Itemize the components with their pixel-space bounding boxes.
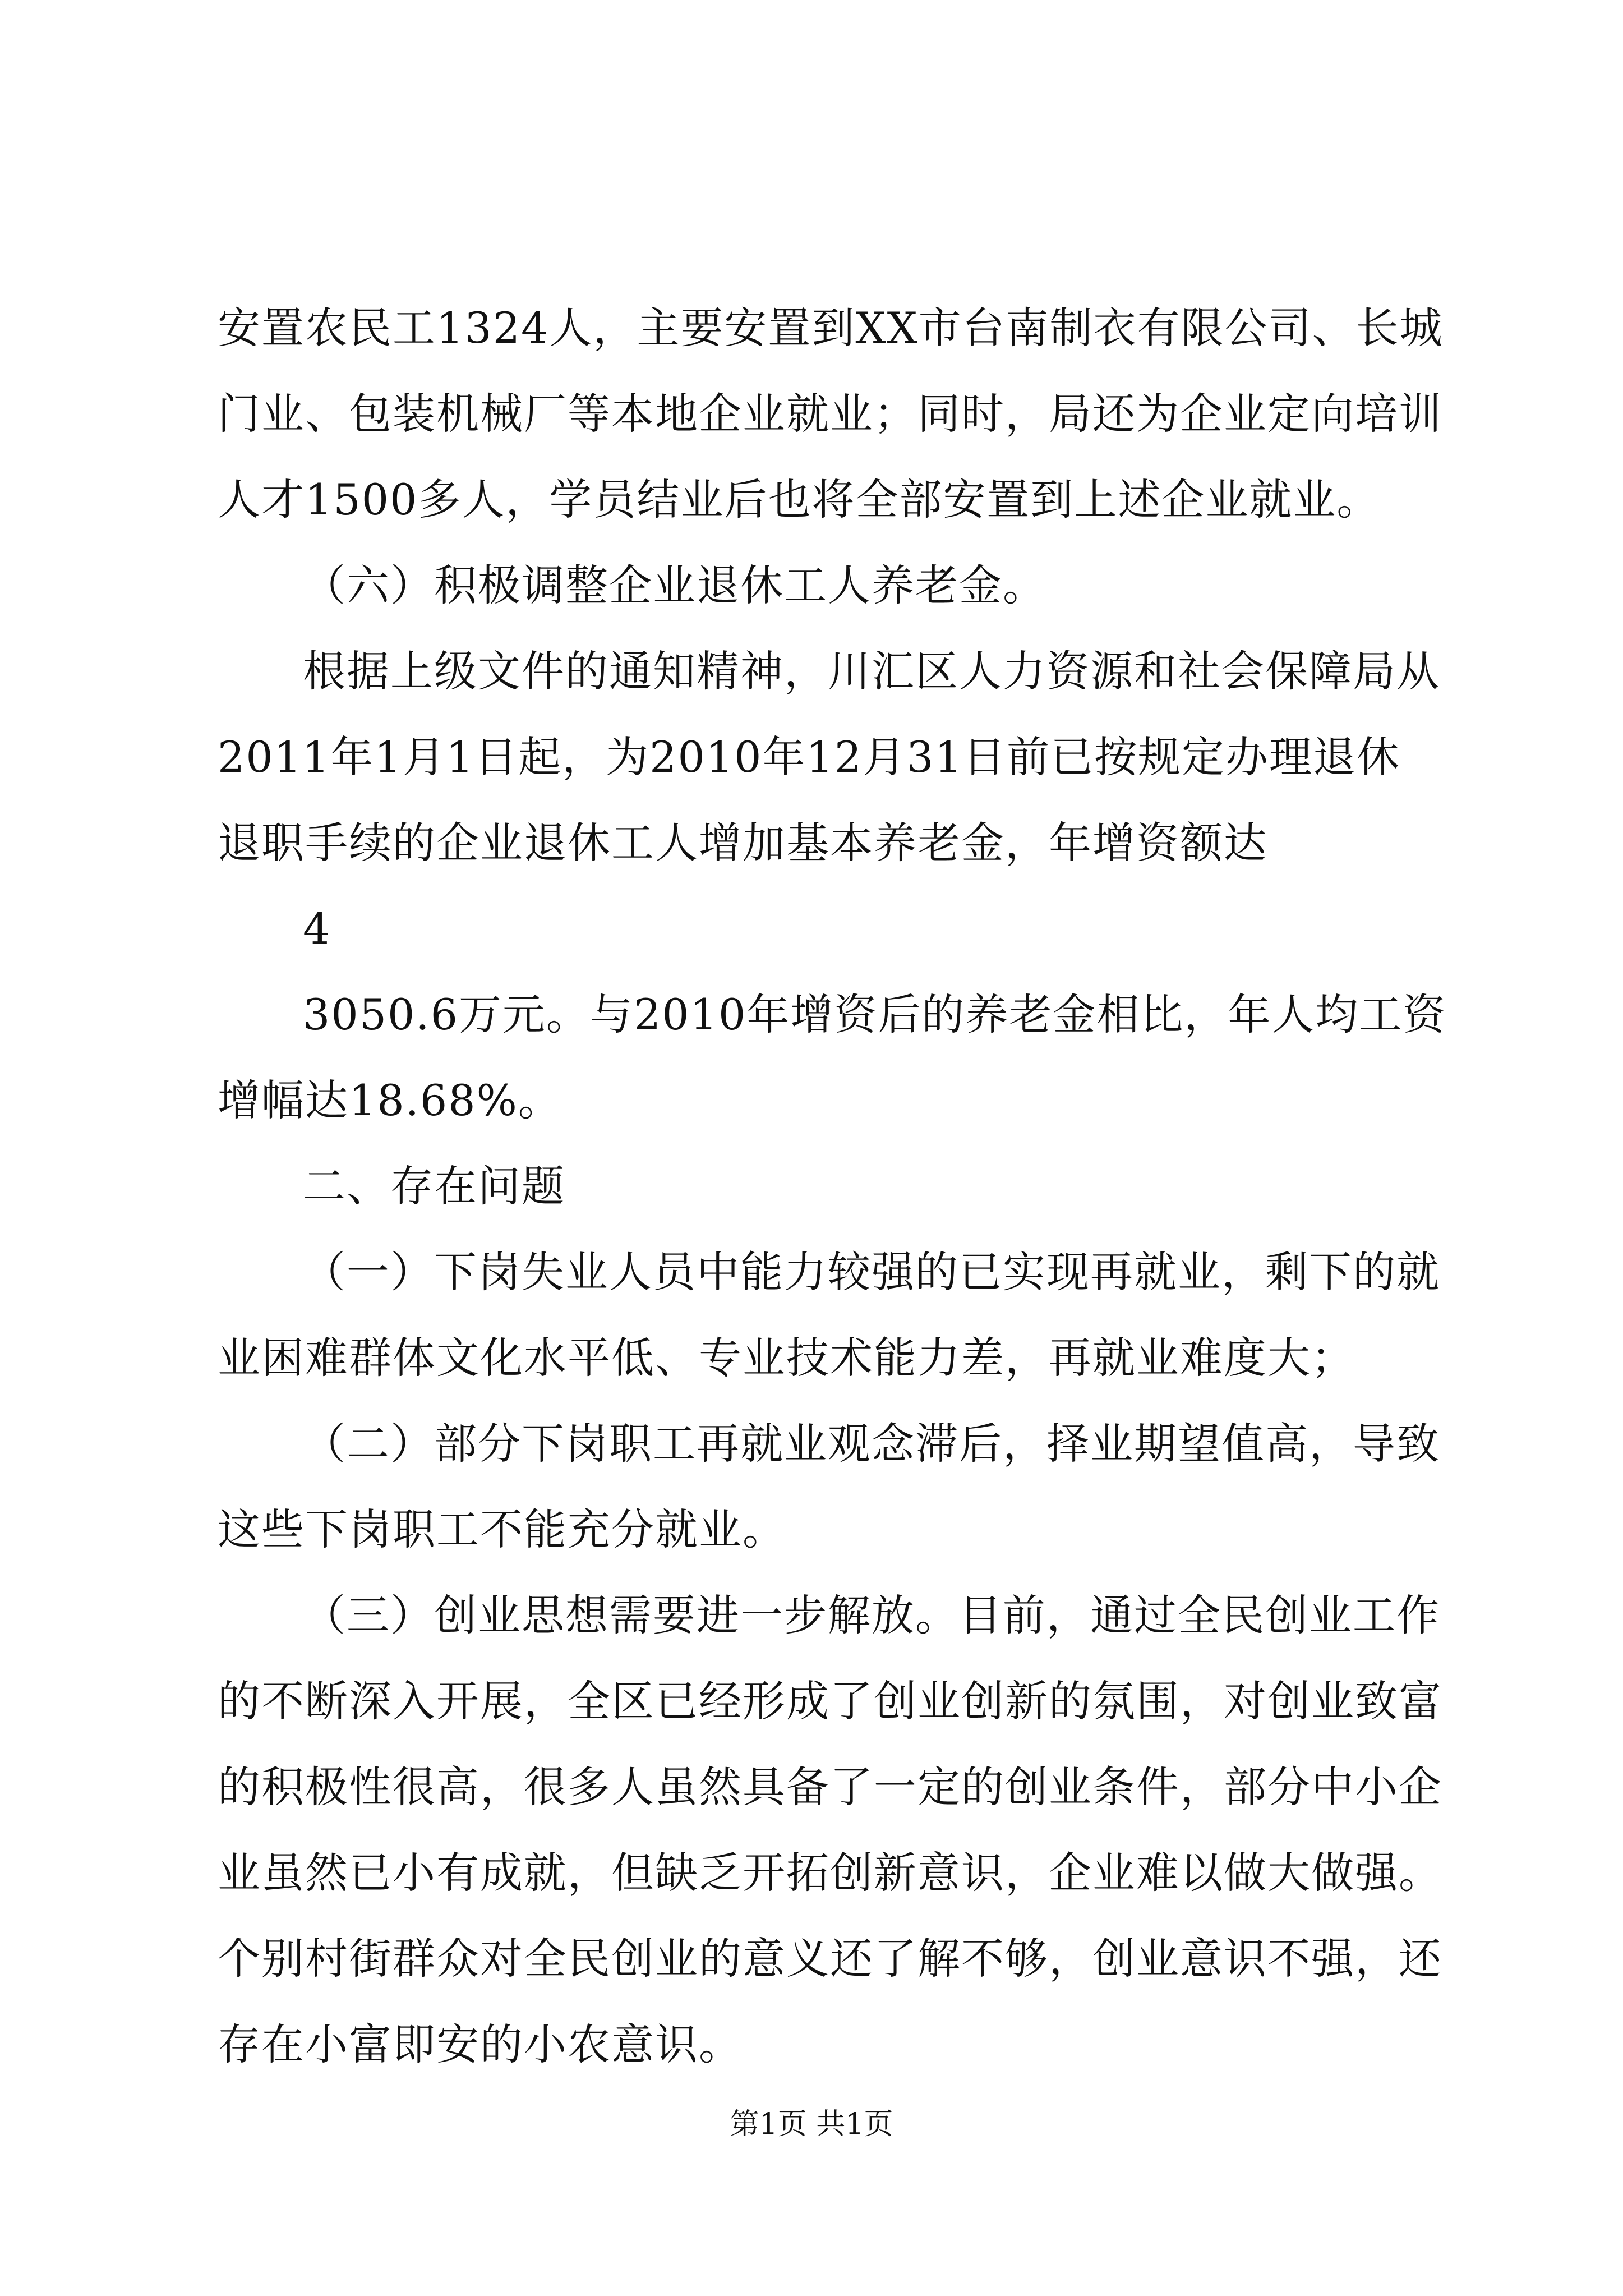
section-heading: 二、存在问题 xyxy=(303,1161,565,1211)
text-line: 4 xyxy=(303,904,331,954)
section-heading: （六）积极调整企业退休工人养老金。 xyxy=(303,560,1046,610)
text-line: （一）下岗失业人员中能力较强的已实现再就业，剩下的就 xyxy=(303,1247,1440,1297)
text-line: 的积极性很高，很多人虽然具备了一定的创业条件，部分中小企 xyxy=(218,1762,1442,1812)
text-line: 3050.6万元。与2010年增资后的养老金相比，年人均工资 xyxy=(303,990,1447,1039)
text-line: （三）创业思想需要进一步解放。目前，通过全民创业工作 xyxy=(303,1590,1440,1640)
text-line: （二）部分下岗职工再就业观念滞后，择业期望值高，导致 xyxy=(303,1419,1440,1469)
text-line: 根据上级文件的通知精神，川汇区人力资源和社会保障局从 xyxy=(303,646,1440,696)
text-line: 增幅达18.68%。 xyxy=(218,1075,562,1125)
text-line: 退职手续的企业退休工人增加基本养老金，年增资额达 xyxy=(218,818,1267,868)
text-line: 个别村街群众对全民创业的意义还了解不够，创业意识不强，还 xyxy=(218,1934,1442,1984)
text-line: 业虽然已小有成就，但缺乏开拓创新意识，企业难以做大做强。 xyxy=(218,1848,1442,1898)
text-line: 这些下岗职工不能充分就业。 xyxy=(218,1504,786,1554)
text-line: 存在小富即安的小农意识。 xyxy=(218,2019,743,2069)
text-line: 人才1500多人，学员结业后也将全部安置到上述企业就业。 xyxy=(218,475,1381,524)
text-line: 业困难群体文化水平低、专业技术能力差，再就业难度大； xyxy=(218,1333,1355,1383)
page-number-footer: 第1页 共1页 xyxy=(730,2108,893,2141)
text-line: 的不断深入开展，全区已经形成了创业创新的氛围，对创业致富 xyxy=(218,1676,1442,1726)
text-line: 门业、包装机械厂等本地企业就业；同时，局还为企业定向培训 xyxy=(218,389,1442,439)
text-line: 2011年1月1日起，为2010年12月31日前已按规定办理退休 xyxy=(218,732,1400,782)
text-line: 安置农民工1324人，主要安置到XX市台南制衣有限公司、长城 xyxy=(218,303,1444,353)
